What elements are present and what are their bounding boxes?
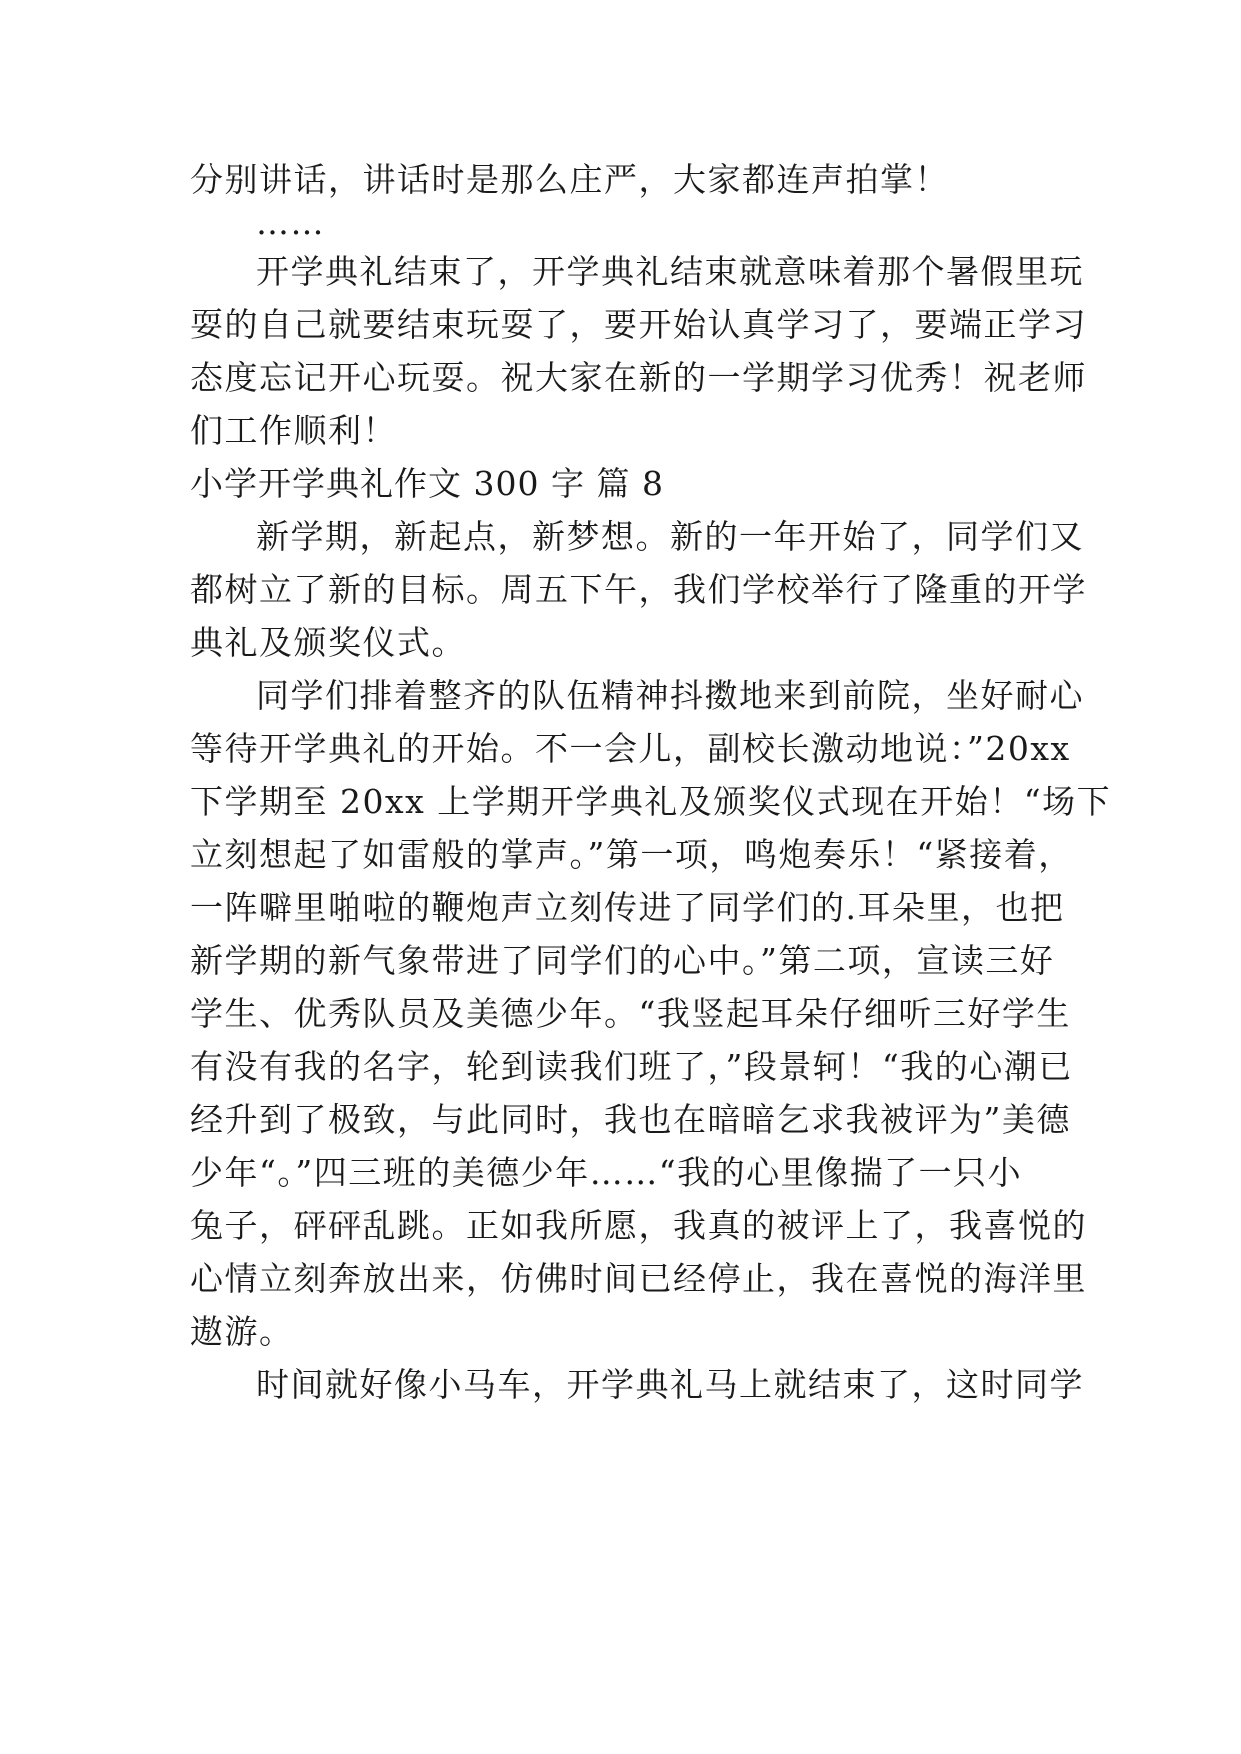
paragraph-line: 分别讲话，讲话时是那么庄严，大家都连声拍掌！ xyxy=(190,160,949,199)
paragraph-line: 耍的自己就要结束玩耍了，要开始认真学习了，要端正学习 xyxy=(190,305,1087,344)
paragraph-line: 都树立了新的目标。周五下午，我们学校举行了隆重的开学 xyxy=(190,570,1087,609)
paragraph-line: 立刻想起了如雷般的掌声。”第一项，鸣炮奏乐！“紧接着， xyxy=(190,835,1073,874)
paragraph-line: 开学典礼结束了，开学典礼结束就意味着那个暑假里玩 xyxy=(256,252,1084,291)
paragraph-line: 少年“。”四三班的美德少年……“我的心里像揣了一只小 xyxy=(190,1153,1023,1192)
paragraph-line: 有没有我的名字，轮到读我们班了，”段景轲！“我的心潮已 xyxy=(190,1047,1073,1086)
paragraph-line: 们工作顺利！ xyxy=(190,411,397,450)
paragraph-line: 等待开学典礼的开始。不一会儿，副校长激动地说：”20xx xyxy=(190,729,1071,768)
paragraph-line: 兔子，砰砰乱跳。正如我所愿，我真的被评上了，我喜悦的 xyxy=(190,1206,1087,1245)
ellipsis-line: …… xyxy=(256,203,325,242)
paragraph-line: 学生、优秀队员及美德少年。“我竖起耳朵仔细听三好学生 xyxy=(190,994,1071,1033)
paragraph-line: 典礼及颁奖仪式。 xyxy=(190,623,466,662)
paragraph-line: 遨游。 xyxy=(190,1312,294,1351)
paragraph-line: 新学期的新气象带进了同学们的心中。”第二项，宣读三好 xyxy=(190,941,1055,980)
paragraph-line: 同学们排着整齐的队伍精神抖擞地来到前院，坐好耐心 xyxy=(256,676,1084,715)
section-heading: 小学开学典礼作文 300 字 篇 8 xyxy=(190,464,664,503)
paragraph-line: 经升到了极致，与此同时，我也在暗暗乞求我被评为”美德 xyxy=(190,1100,1071,1139)
paragraph-line: 态度忘记开心玩耍。祝大家在新的一学期学习优秀！祝老师 xyxy=(190,358,1087,397)
paragraph-line: 心情立刻奔放出来，仿佛时间已经停止，我在喜悦的海洋里 xyxy=(190,1259,1087,1298)
paragraph-line: 下学期至 20xx 上学期开学典礼及颁奖仪式现在开始！“场下 xyxy=(190,782,1112,821)
paragraph-line: 一阵噼里啪啦的鞭炮声立刻传进了同学们的.耳朵里，也把 xyxy=(190,888,1065,927)
paragraph-line: 时间就好像小马车，开学典礼马上就结束了，这时同学 xyxy=(256,1365,1084,1404)
paragraph-line: 新学期，新起点，新梦想。新的一年开始了，同学们又 xyxy=(256,517,1084,556)
